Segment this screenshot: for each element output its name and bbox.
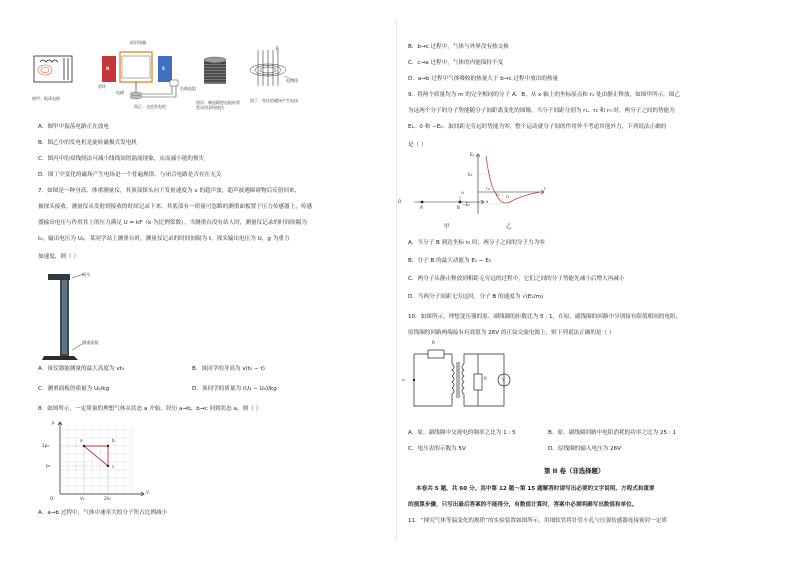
q9-line-3: E₁、0 和 −E₀。取间距无穷远时势能为零，整个运动就分子间的作用外不考虑其他外力，下列说法正确的: [408, 124, 667, 130]
q6-option-a: A．图甲中振荡电路正在放电: [38, 124, 109, 130]
label-probe: 探头: [82, 272, 91, 277]
q9-label-A: A: [420, 205, 423, 210]
fig-jia-label: 图甲：振荡电路: [32, 96, 60, 101]
q9-label-r0: r₀: [496, 192, 500, 197]
figure-yi-ac-generator: [96, 40, 192, 100]
q9-option-c: C．两分子从静止释放到相距无穷远的过程中，它们之间的分子势能先减小后增大再减小: [408, 276, 625, 282]
q9-line-4: 是（ ）: [408, 142, 427, 148]
pv-axis-p: p: [52, 420, 55, 425]
q9-option-a: A．当分子 B 到达坐标 r₀ 时，两分子之间的分子力为零: [408, 240, 545, 246]
q7-option-d: D．该同学的质量为 (U₁ − U₀)/kg: [192, 386, 277, 392]
q9-line-1: 9．将两个质量均为 m 的完全相同的分子 A、B，从 x 轴上的坐标原点和 r₁ 处由静止释放，如图甲所示。图乙: [408, 92, 680, 98]
pv-tick-2V0: 2V₀: [104, 496, 112, 501]
q10-line-1: 10．如图所示，理想变压器的原、副线圈的匝数比为 5 : 1，在原、副线圈的回路中分别接有阻值相同的电阻，: [408, 314, 682, 320]
pv-tick-p0: p₀: [46, 463, 51, 468]
section-ii-title: 第 II 卷（非选择题）: [544, 467, 605, 475]
q10-line-2: 原线圈的回路两端接有有效值为 26V 的正弦交流电源上，则下列说法正确的是（ ）: [408, 330, 615, 336]
pv-tick-2p0: 2p₀: [42, 443, 50, 448]
fig-bing-label: 图丙：制造精密电阻时常常采用双线绕法: [196, 100, 240, 110]
pv-point-a: a: [80, 438, 83, 443]
section-ii-desc-2: 的演算步骤，只写出最后答案的不能得分，有数值计算时，答案中必须明确写出数值和单位。: [408, 502, 638, 508]
q9-option-d: D．当两分子间距无穷远时，分子 B 的速度为 √(E₁/m): [408, 294, 544, 300]
q8-text: 8．如图所示，一定质量的理想气体从状态 a 开始，经历 a→b、b→c 回到状态 a。则（ ）: [38, 406, 262, 412]
q9-label-yi: 乙: [506, 224, 512, 230]
q9-label-Ep: Eₚ: [470, 152, 475, 157]
q9-label-O: O: [398, 199, 402, 204]
left-column: [22, 0, 397, 562]
label-N: N: [106, 66, 110, 71]
figure-jia-oscillating-circuit: [32, 48, 78, 88]
height-weight-device-figure: [42, 270, 122, 360]
fig-ding-label: 图丁：变化的磁场产生电场: [250, 98, 298, 103]
section-ii-desc-1: 本卷共 5 题，共 60 分。其中第 12 题～第 15 题解答时请写出必要的文字说明、方程式和重要: [416, 486, 655, 492]
q9-label-r1: r₁: [461, 190, 465, 195]
pv-tick-V0: V₀: [80, 496, 85, 501]
q9-label-jia: 甲: [444, 224, 450, 230]
q9-label-r: r: [544, 186, 546, 191]
q10-label-u: u: [402, 377, 405, 382]
q11-text: 11．“探究气体等温变化的规律”的实验装置如图所示，用细软管将针管小孔与压强传感器连接密封一定质: [408, 518, 668, 524]
q8-option-a: A．a→b 过程中，气体中速率大的分子所占比例减小: [38, 510, 168, 516]
q6-option-b: B．图乙中的发电机是旋转磁极式发电机: [38, 140, 137, 146]
label-field-lines: 电场线: [286, 78, 298, 83]
label-load: 负载电阻: [180, 86, 196, 91]
label-brush: 电刷: [116, 90, 124, 95]
q10-option-c: C．电压表的示数为 5V: [408, 446, 466, 452]
q9-label-negE0: −E₀: [462, 202, 470, 207]
q7-option-b: B．该同学的身高为 v(t₀ − t): [192, 366, 265, 372]
q9-label-B: B: [457, 205, 460, 210]
figure-bing-bifilar-coil: [200, 54, 230, 88]
q7-option-c: C．测重面板的质量为 U₀/kg: [38, 386, 110, 392]
q9-label-r1-curve: r₁: [486, 186, 490, 191]
q9-label-r2: r₂: [506, 194, 510, 199]
q8-option-b: B．b→c 过程中，气体与外界没有热交换: [408, 44, 509, 50]
q8-option-c: C．c→a 过程中，气体的内能保持不变: [408, 60, 504, 66]
q10-label-R1: R: [432, 340, 435, 345]
label-slip-ring: 滑环: [98, 84, 106, 89]
q10-option-a: A．原、副线圈中交流电的频率之比为 1 : 5: [408, 430, 516, 436]
q9-label-x: x: [486, 199, 489, 204]
q8-option-d: D．a→b 过程中气体吸收的热量大于 b→c 过程中放出的热量: [408, 76, 559, 82]
q6-option-c: C．图丙中的双线绕法可减小线线间的涡流现象，从而减小能的损失: [38, 156, 205, 162]
fig-yi-label: 图乙：交流发电机: [134, 104, 166, 109]
q10-option-b: B．原、副线圈回路中电阻消耗的功率之比为 25 : 1: [548, 430, 677, 436]
q9-line-2: 为这两个分子的分子势能随分子间距离变化的图像，当分子间距分别为 r₁、r₂ 和 r₀ 时，两分子之间的势能为: [408, 108, 675, 114]
label-rect-coil: 矩形线圈: [130, 40, 146, 45]
q10-label-R2: R: [484, 376, 487, 381]
pv-point-c: c: [112, 464, 115, 469]
q7-option-a: A．该仪器能测量的最大高度为 vt₀: [38, 366, 125, 372]
pv-origin: O: [50, 496, 54, 501]
label-S: S: [162, 66, 165, 71]
right-column: [398, 0, 783, 562]
q9-option-b: B．分子 B 的最大动能为 E₁ − E₀: [408, 258, 492, 264]
q6-option-d: D．图丁中变化的磁场产生电场是一个普遍规律，与闭合电路是否存在无关: [38, 172, 222, 178]
pv-point-b: b: [112, 438, 115, 443]
pv-axis-V: V: [146, 490, 149, 495]
q7-line-1: 7．如图是一种身高、体重测量仪，其顶部探头向下发射速度为 v 的超声波，超声波遇障碍物后反射回来，: [38, 188, 301, 194]
q7-line-3: 器输出电压与作用其上的压力满足 U = kF（k 为比例常数）。当测重台没有站人时，测量仪记录的时间间隔为: [38, 220, 307, 226]
q10-option-d: D．原线圈的输入电压为 26V: [548, 446, 621, 452]
q7-line-4: t₀，输出电压为 U₀，某同学站上测重台时，测量仪记录的时间间隔为 t，探头输出电压为 U，g 为重力: [38, 236, 290, 242]
q10-label-V: V: [502, 377, 505, 382]
label-B: B: [276, 46, 279, 51]
figure-ding-induced-field: [248, 46, 298, 92]
q9-label-E1: E₁: [468, 172, 473, 177]
q7-line-5: 加速度，则（ ）: [38, 254, 79, 260]
q9-fig-yi-potential-curve: [468, 150, 548, 220]
label-weighing-panel: 测重面板: [82, 340, 99, 345]
pv-diagram: [46, 420, 156, 502]
q7-line-2: 被探头接收。测量仪从发射到接收的时间记录下来。其底部有一质量可忽略的测重面板置于压力传感器上，传感: [38, 204, 313, 210]
